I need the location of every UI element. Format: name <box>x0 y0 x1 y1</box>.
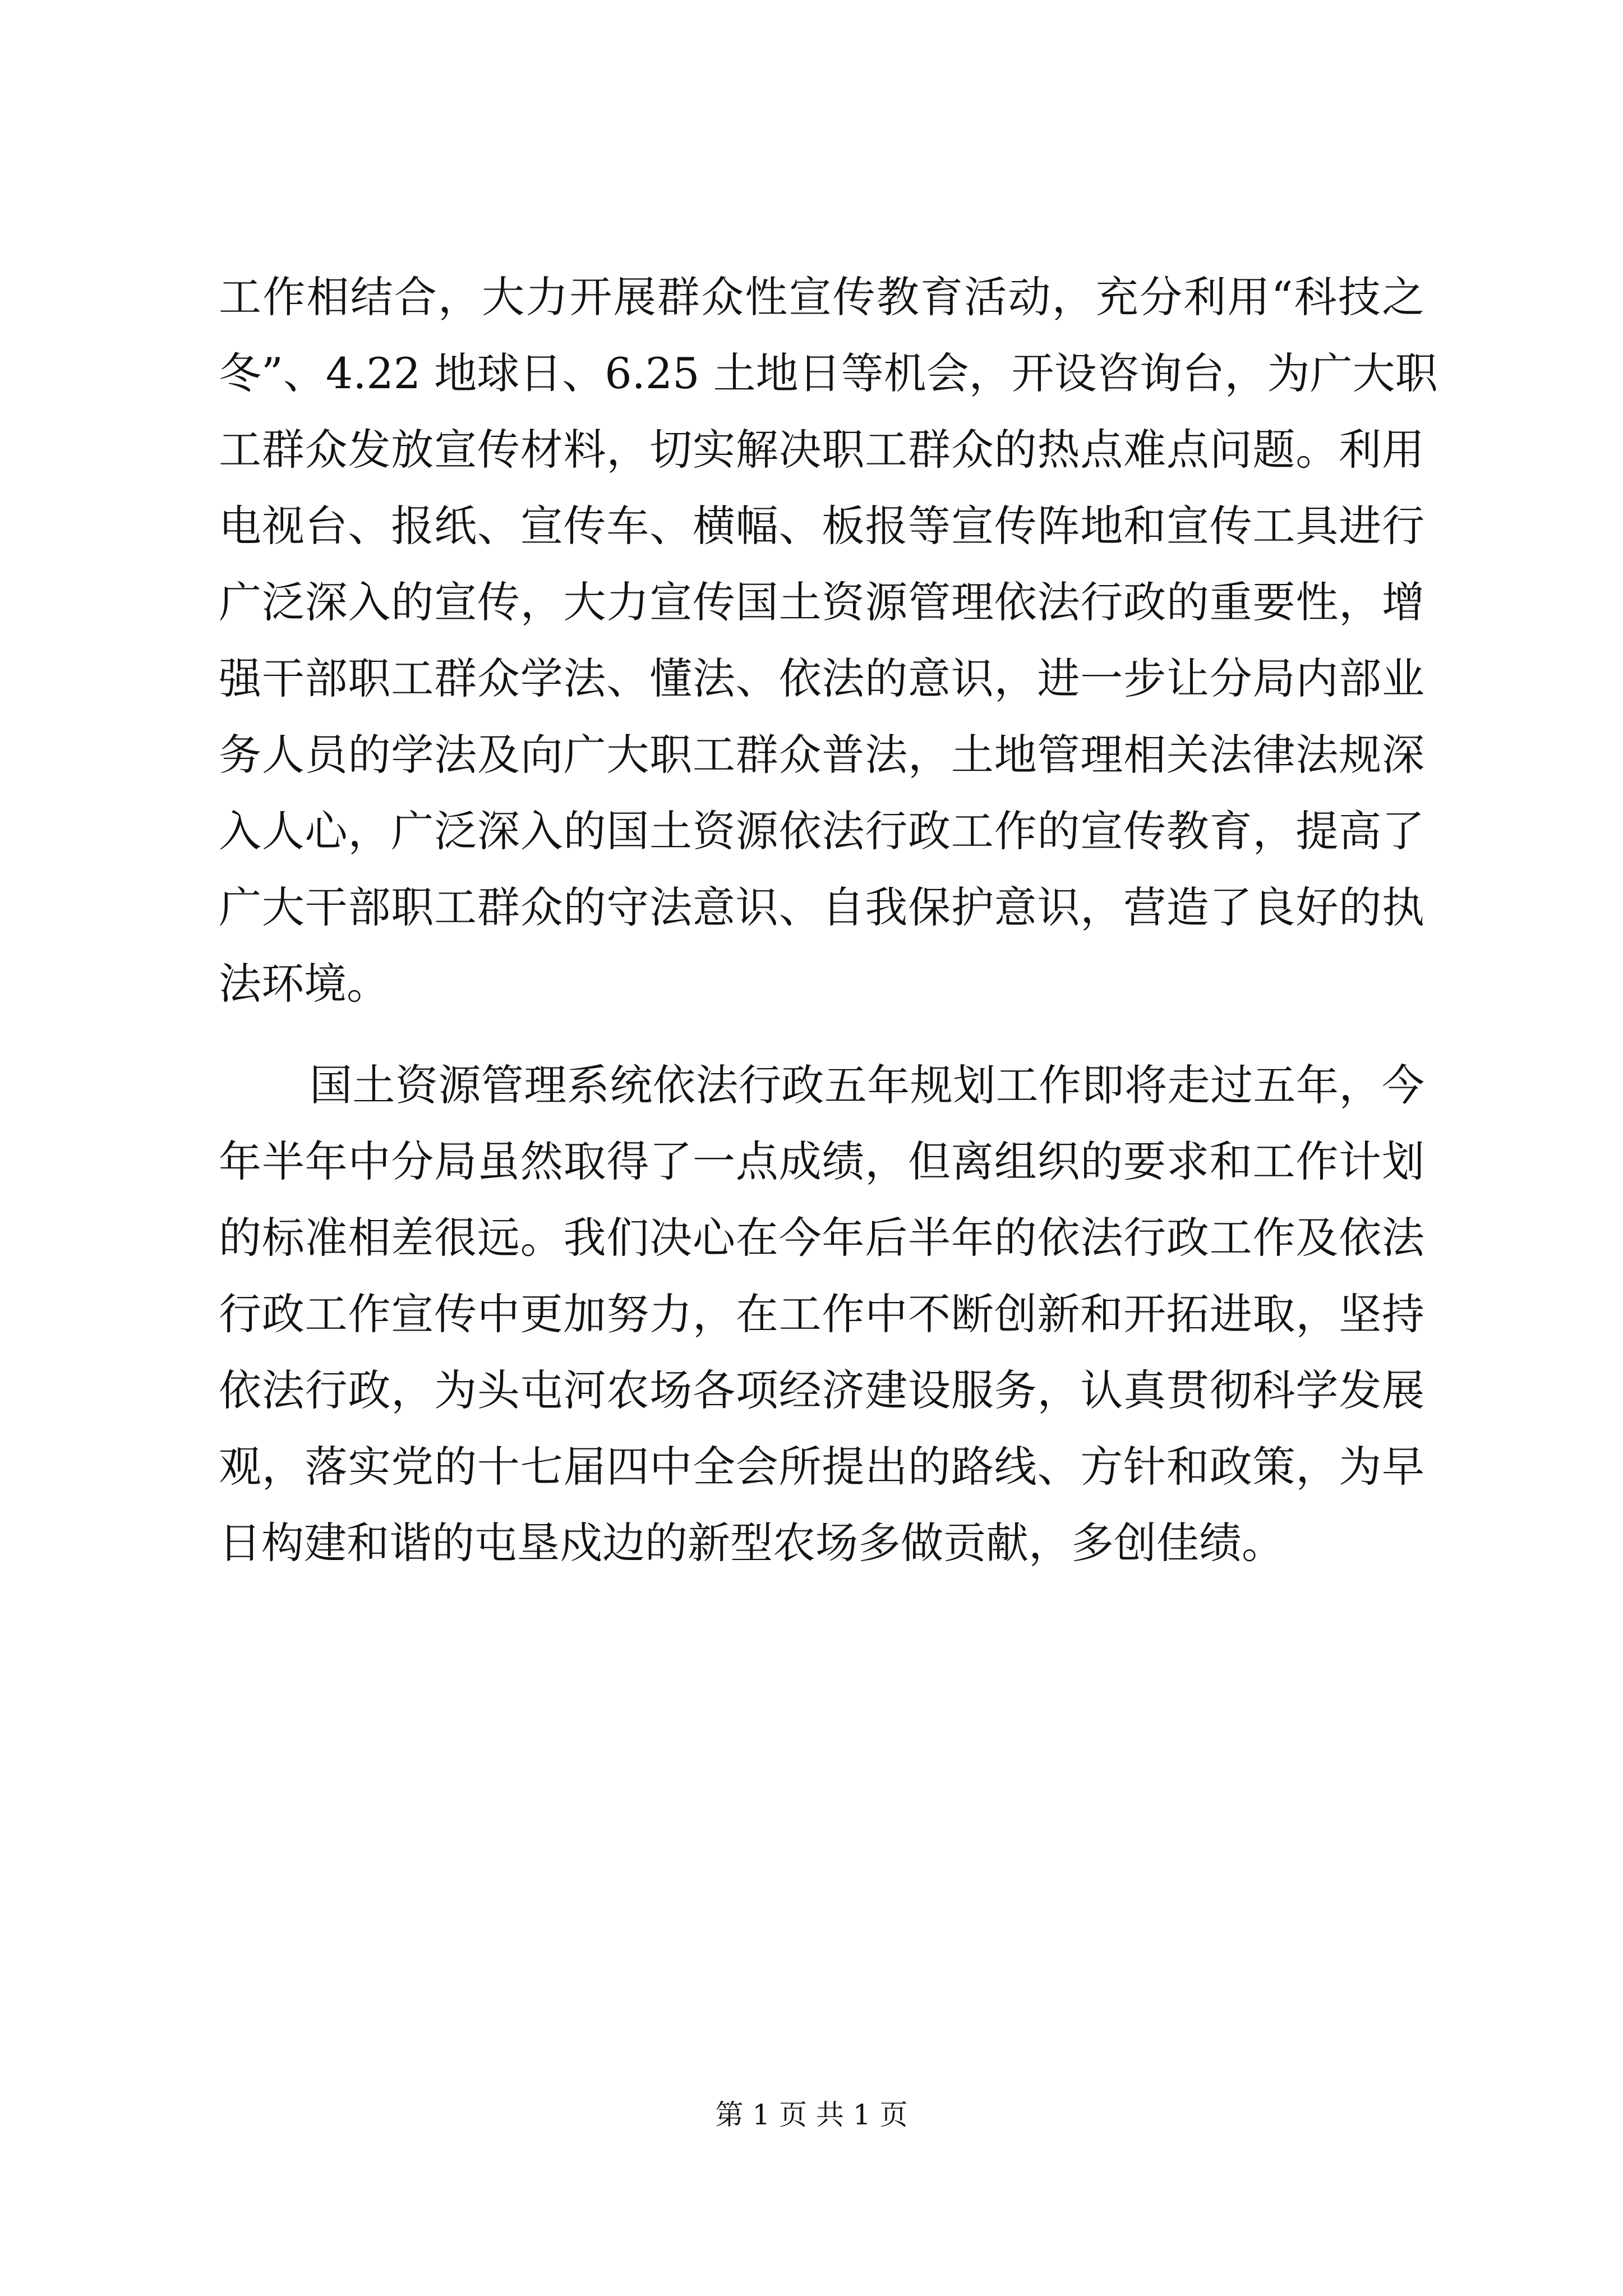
paragraph-line: 国土资源管理系统依法行政五年规划工作即将走过五年，今 <box>310 1060 1424 1110</box>
document-body <box>219 259 1438 1581</box>
paragraph-line: 电视台、报纸、宣传车、横幅、板报等宣传阵地和宣传工具进行 <box>219 501 1424 551</box>
paragraph-line: 务人员的学法及向广大职工群众普法，土地管理相关法律法规深 <box>219 730 1424 780</box>
paragraph-spacer <box>219 1022 1424 1047</box>
paragraph-line: 行政工作宣传中更加努力，在工作中不断创新和开拓进取，坚持 <box>219 1289 1424 1339</box>
paragraph-1 <box>219 259 1438 1022</box>
paragraph-line: 日构建和谐的屯垦戍边的新型农场多做贡献，多创佳绩。 <box>219 1518 1284 1568</box>
paragraph-2 <box>219 1047 1424 1581</box>
paragraph-line: 法环境。 <box>219 959 389 1009</box>
paragraph-line: 强干部职工群众学法、懂法、依法的意识，进一步让分局内部业 <box>219 654 1424 703</box>
paragraph-line: 依法行政，为头屯河农场各项经济建设服务，认真贯彻科学发展 <box>219 1365 1424 1415</box>
paragraph-line: 的标准相差很远。我们决心在今年后半年的依法行政工作及依法 <box>219 1213 1424 1263</box>
page-number-footer: 第 1 页 共 1 页 <box>715 2099 908 2131</box>
paragraph-line: 观，落实党的十七届四中全会所提出的路线、方针和政策，为早 <box>219 1442 1424 1492</box>
paragraph-line: 广大干部职工群众的守法意识、自我保护意识，营造了良好的执 <box>219 882 1424 932</box>
paragraph-line: 冬”、4.22 地球日、6.25 土地日等机会，开设咨询台，为广大职 <box>219 348 1438 398</box>
paragraph-line: 工群众发放宣传材料，切实解决职工群众的热点难点问题。利用 <box>219 425 1424 475</box>
paragraph-line: 工作相结合，大力开展群众性宣传教育活动，充分利用“科技之 <box>219 272 1424 322</box>
paragraph-line: 年半年中分局虽然取得了一点成绩，但离组织的要求和工作计划 <box>219 1137 1424 1186</box>
paragraph-line: 广泛深入的宣传，大力宣传国土资源管理依法行政的重要性，增 <box>219 577 1424 627</box>
paragraph-line: 入人心，广泛深入的国土资源依法行政工作的宣传教育，提高了 <box>219 806 1424 856</box>
